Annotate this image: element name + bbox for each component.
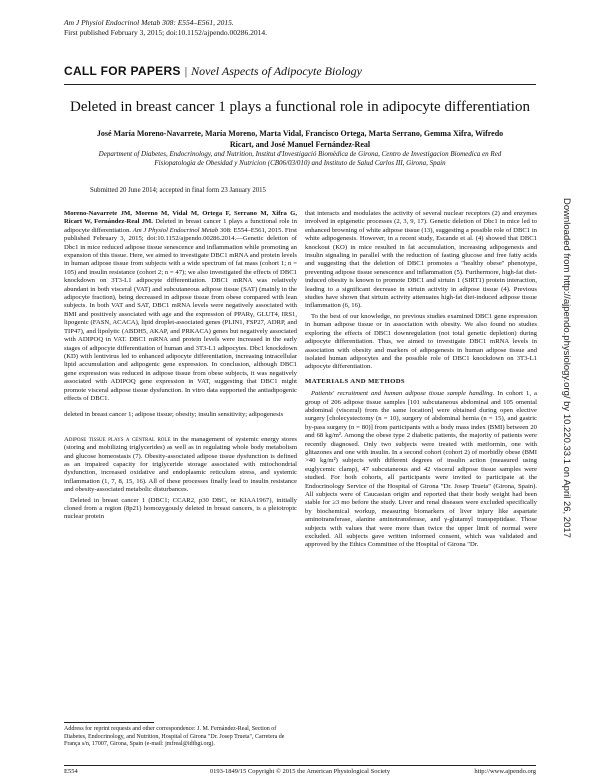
footnote-rule [64, 722, 154, 723]
download-notice[interactable]: Downloaded from http://ajpendo.physiology.org/ by 10.220.33.1 on April 26, 2017 [561, 198, 572, 538]
methods-heading: MATERIALS AND METHODS [305, 377, 406, 385]
author-affiliation: Department of Diabetes, Endocrinology, and Nutrition, Institut d'Investigació Biomèdica de Girona, Centro de Investigacion Biomedica en Red Fisiopatologia de Obesidad y Nutricion (CB06/03/010) and Instituto de Salud Carlos III, Girona, Spain [98, 150, 502, 167]
journal-url[interactable]: http://www.ajpendo.org [474, 768, 536, 775]
abstract-citation-journal: Am J Physiol Endocrinol Metab [132, 226, 219, 234]
footer-rule [64, 765, 536, 766]
methods-text-1: In cohort 1, a group of 206 adipose tissue samples [101 subcutaneous abdominal and 105 omental abdominal (visceral) from the same location] were obtained during open elective surgery [cholecystectomy (n = 10), surgery of abdominal hernia (n = 15), and gastric by-pass surgery (n = 80)] from participants with a body mass index (BMI) between 20 and 68 kg/m². Among the obese type 2 diabetic patients, the majority of patients were recently diagnosed. Only two subjects were treated with metformin, one with glitazones and one with insulin. In a second cohort (cohort 2) of morbidly obese (BMI >40 kg/m²) subjects with different degrees of insulin action (measured using euglycemic clamp), 47 subcutaneous and 42 visceral adipose tissue samples were studied. For both cohorts, all participants were invited to participate at the Endocrinology Service of the Hospital of Girona "Dr. Josep Trueta" (Girona, Spain). All subjects were of Caucasian origin and reported that their body weight had been stable for ≥3 mo before the study. Liver and renal diseases were excluded specifically by biochemical workup, measuring biomarkers of liver injury like aspartate aminotransferase, alanine aminotransferase, and γ-glutamyl transpeptidase. Those subjects with values that were more than twice the upper limit of normal were excluded. All subjects gave written informed consent, which was validated and approved by the Ethics Committee of the Hospital of Girona "Dr. [305, 390, 537, 549]
author-list: José María Moreno-Navarrete, María Moreno, Marta Vidal, Francisco Ortega, Marta Serrano, Gemma Xifra, Wifredo Ricart, and José Manuel Fernández-Real [96, 129, 504, 149]
correspondence-footnote: Address for reprint requests and other correspondence: J. M. Fernández-Real, Section of Diabetes, Endocrinology, and Nutrition, Hospital of Girona "Dr. Josep Trueta", Carretera de França s/n, 17007, Girona, Spain (e-mail: jmfreal@idibgi.org). [64, 726, 285, 747]
article-title: Deleted in breast cancer 1 plays a functional role in adipocyte differentiation [70, 99, 530, 115]
methods-paragraph-1 [305, 390, 537, 550]
body-paragraph-2: To the best of our knowledge, no previous studies examined DBC1 gene expression in human adipose tissue or in association with obesity. We also found no studies exploring the effects of DBC1 downregulation (not total genetic depletion) during adipocyte differentiation. Thus, we aimed to investigate DBC1 mRNA levels in association with obesity and markers of adipogenesis in human adipose tissue and isolated human adipocytes and the possible role of DBC1 knockdown on 3T3-L1 adipocyte differentiation. [305, 312, 537, 371]
keywords: deleted in breast cancer 1; adipose tissue; obesity; insulin sensitivity; adipogenesis [64, 411, 284, 419]
section-topic: Novel Aspects of Adipocyte Biology [191, 64, 362, 78]
intro-text-1: in the management of systemic energy stores (storing and mobilizing triglycerides) as well as in regulating whole body metabolism and glucose homeostasis (7). Obesity-associated adipose tissue dysfunction is defined as an impaired capacity for triglyceride storage associated with mitochondrial dysfunction, increased oxidative and endoplasmic reticulum stress, and systemic inflammation (1, 7, 8, 15, 16). All of these processes finally lead to insulin resistance and obesity-associated metabolic disturbances. [64, 435, 297, 494]
intro-paragraph-1 [64, 436, 297, 495]
abstract-citation-authors: Moreno-Navarrete JM, Moreno M, Vidal M, Ortega F, Serrano M, Xifra G, Ricart W, Fernández-Real JM. [64, 210, 297, 226]
intro-paragraph-2: Deleted in breast cancer 1 (DBC1; CCAR2, p30 DBC, or KIAA1967), initially cloned from a region (8p21) homozygously deleted in breast cancers, is a pleiotropic nuclear protein [64, 496, 297, 521]
publication-info: First published February 3, 2015; doi:10.1152/ajpendo.00286.2014. [64, 28, 268, 37]
copyright-line: 0193-1849/15 Copyright © 2015 the American Physiological Society [209, 768, 391, 775]
abstract-text: 308: E554–E561, 2015. First published February 3, 2015; doi:10.1152/ajpendo.00286.2014.—Genetic deletion of Dbc1 in mice reduced adipose tissue senescence and inflammation while promoting an expansion of this tissue. Here, we aimed to investigate DBC1 mRNA and protein levels in human adipose tissue from subjects with a wide spectrum of fat mass (cohort 1; n = 105) and insulin resistance (cohort 2; n = 47); we also investigated the effects of DBC1 knockdown on 3T3-L1 adipocyte differentiation. DBC1 mRNA was relatively abundant in both visceral (VAT) and subcutaneous adipose tissue (SAT) (mainly in the adipocyte fraction), being decreased in adipose tissue from obese compared with lean subjects. In both VAT and SAT, DBC1 mRNA levels were negatively associated with BMI and positively associated with age and the expression of PPARγ, GLUT4, IRS1, lipogenic (FASN, ACACA), lipid droplet-associated genes (PLIN1, FSP27, ADRP, and TIP47), and lipolytic (ABDH5, AKAP, and PRKACA) genes but negatively associated with ADIPOQ in VAT. DBC1 mRNA and protein levels were increased in the early stages of adipocyte differentiation of human and 3T3-L1 adipocytes. Dbc1 knockdown (KD) with lentivirus led to enhanced adipocyte differentiation, increasing intracellular lipid accumulation and adipogenic gene expression. In conclusion, although DBC1 gene expression was reduced in adipose tissue from obese subjects, it was negatively associated with ADIPOQ gene expression in VAT, suggesting that DBC1 might promote visceral adipose tissue dysfunction. In vitro data supported the antiadipogenic effects of DBC1. [64, 226, 298, 402]
page-number: E554 [64, 768, 78, 775]
section-heading [64, 64, 362, 78]
left-column [64, 210, 297, 524]
intro-lead: Adipose tissue plays a central role [64, 435, 171, 443]
section-separator: | [184, 64, 188, 78]
call-for-papers-label: CALL FOR PAPERS [64, 64, 181, 78]
submission-dates: Submitted 20 June 2014; accepted in final form 23 January 2015 [90, 187, 266, 194]
journal-citation: Am J Physiol Endocrinol Metab 308: E554–E561, 2015. [64, 18, 234, 27]
right-column [305, 210, 537, 552]
abstract-citation-title: Deleted in breast cancer 1 plays a functional role in adipocyte differentiation. [64, 218, 297, 234]
header-rule [64, 84, 536, 85]
methods-subheading: Patients' recruitment and human adipose tissue sample handling. [311, 390, 495, 398]
body-paragraph-1: that interacts and modulates the activity of several nuclear receptors (2) and enzymes involved in epigenetic processes (2, 3, 9, 17). Genetic deletion of Dbc1 in mice led to enhanced browning of white adipose tissue (13), suggesting a possible role of DBC1 in white adipogenesis. However, in a recent study, Escande et al. (4) showed that DBC1 knockout (KO) in mice resulted in fat accumulation, increasing adipogenesis and insulin signaling in parallel with the reduction of fasting glucose and free fatty acids and suggesting that the deletion of DBC1 promotes a "healthy obese" phenotype, preventing adipose tissue senescence and inflammation (5). Furthermore, high-fat diet-induced obesity is known to promote DBC1 and sirtuin 1 (SIRT1) protein interaction, leading to a significant decrease in sirtuin activity in adipose tissue (4). Previous studies have shown that sirtuin activity attenuates high-fat diet-induced adipose tissue inflammation (6, 16). [305, 210, 537, 310]
abstract [64, 210, 297, 403]
